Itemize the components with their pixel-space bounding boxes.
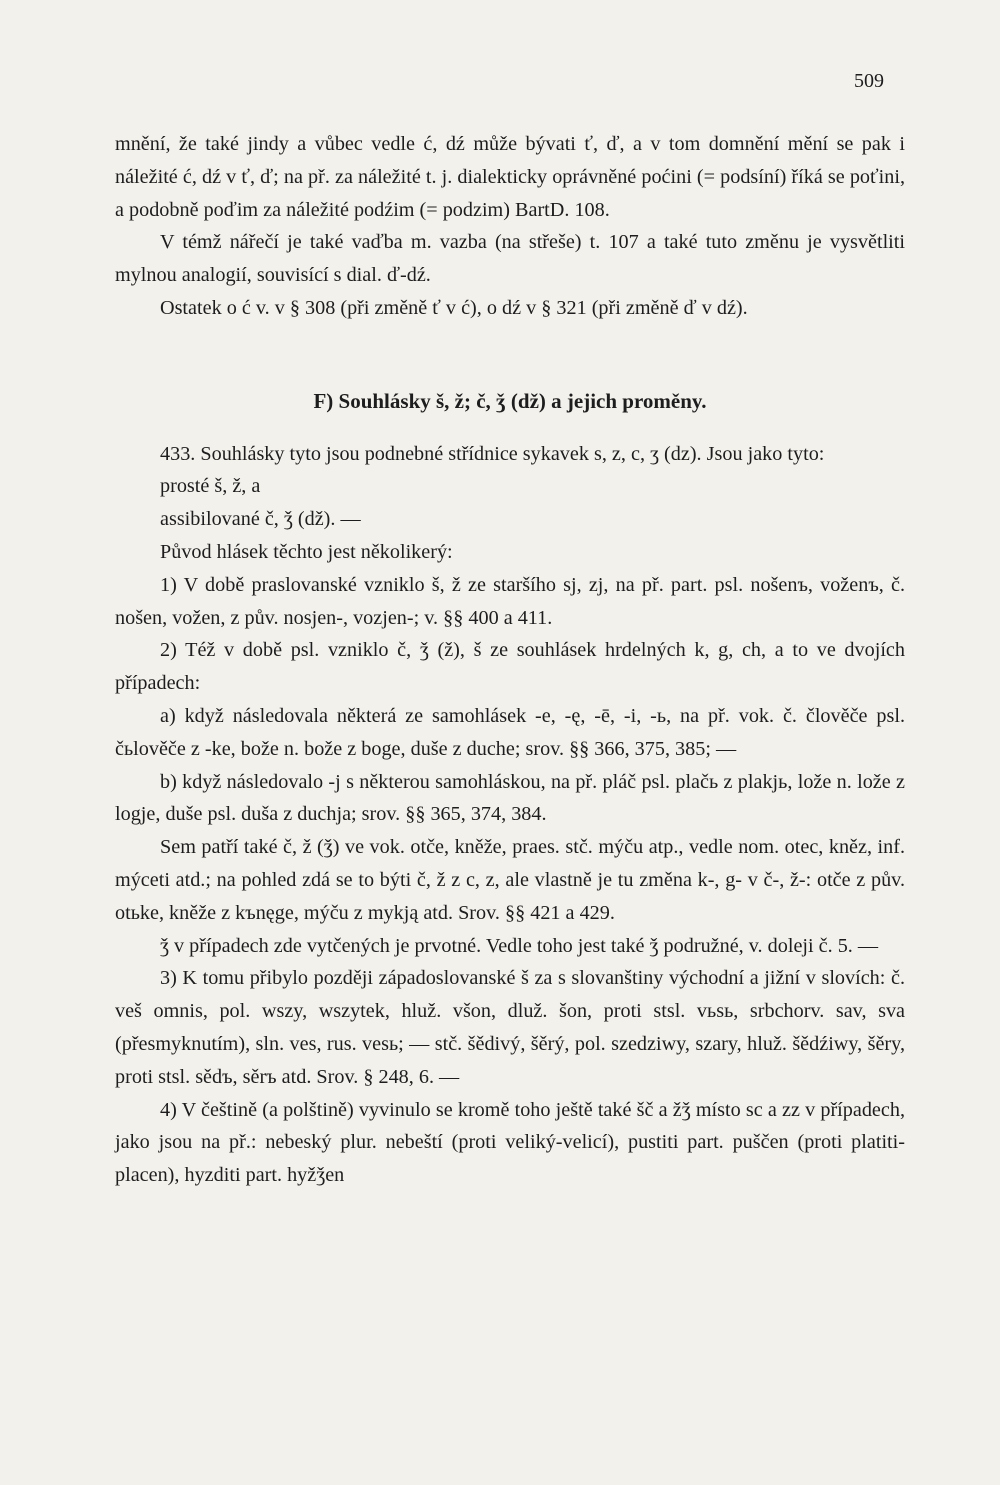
paragraph: Ostatek o ć v. v § 308 (při změně ť v ć), o dź v § 321 (při změně ď v dź). — [160, 296, 748, 319]
page-number: 509 — [854, 70, 884, 92]
paragraph: 433. Souhlásky tyto jsou podnebné střídnice sykavek s, z, c, ʒ (dz). Jsou jako tyto: — [160, 442, 825, 465]
section-heading: F) Souhlásky š, ž; č, ǯ (dž) a jejich proměny. — [313, 388, 707, 413]
paragraph: prosté š, ž, a — [160, 475, 261, 498]
paragraph: mnění, že také jindy a vůbec vedle ć, dź může bývati ť, ď, a v tom domnění mění se pak i náležité ć, dź v ť, ď; na př. za náležité t. j. dialekticky oprávněné poćini (= podsíní) říká se poťini, a podobně poďim za náležité podźim (= podzim) BartD. 108. — [115, 133, 905, 221]
paragraph: 4) V češtině (a polštině) vyvinulo se kromě toho ještě také šč a žǯ místo sc a zz v případech, jako jsou na př.: nebeský plur. nebeští (proti veliký-velicí), pustiti part. puščen (proti platiti-placen), hyzditi part. hyžǯen — [115, 1098, 905, 1187]
paragraph: assibilované č, ǯ (dž). — — [160, 508, 361, 531]
paragraph: a) když následovala některá ze samohlásek -e, -ę, -ē, -i, -ь, na př. vok. č. člověče psl. čьlověče z -ke, bože n. bože z boge, duše z duche; srov. §§ 366, 375, 385; — — [115, 704, 905, 760]
paragraph: b) když následovalo -j s některou samohláskou, na př. pláč psl. plačь z plakjь, lože n. lože z logje, duše psl. duša z duchja; srov. §§ 365, 374, 384. — [115, 770, 905, 826]
paragraph: V témž nářečí je také vaďba m. vazba (na střeše) t. 107 a také tuto změnu je vysvětliti mylnou analogií, souvisící s dial. ď-dź. — [115, 231, 905, 287]
paragraph: 3) K tomu přibylo později západoslovanské š za s slovanštiny východní a jižní v slovích: č. veš omnis, pol. wszy, wszytek, hluž. všon, dluž. šon, proti stsl. vьsь, srbchorv. sav, sva (přesmyknutím), sln. ves, rus. vesь; — stč. šědivý, šěrý, pol. szedziwy, szary, hluž. šědźiwy, šěry, proti stsl. sědъ, sěrъ atd. Srov. § 248, 6. — — [115, 967, 905, 1088]
paragraph: Sem patří také č, ž (ǯ) ve vok. otče, kněže, praes. stč. mýču atp., vedle nom. otec, kněz, inf. mýceti atd.; na pohled zdá se to býti č, ž z c, z, ale vlastně je tu změna k-, g- v č-, ž-: otče z pův. otьke, kněže z kъnęge, mýču z mykją atd. Srov. §§ 421 a 429. — [115, 836, 905, 924]
paragraph: 1) V době praslovanské vzniklo š, ž ze staršího sj, zj, na př. part. psl. nošenъ, voženъ, č. nošen, vožen, z pův. nosjen-, vozjen-; v. §§ 400 a 411. — [115, 573, 905, 629]
body-text — [115, 128, 905, 1192]
paragraph: ǯ v případech zde vytčených je prvotné. Vedle toho jest také ǯ podružné, v. doleji č. 5. — — [160, 934, 879, 957]
paragraph: 2) Též v době psl. vzniklo č, ǯ (ž), š ze souhlásek hrdelných k, g, ch, a to ve dvojích případech: — [115, 639, 905, 695]
paragraph: Původ hlásek těchto jest několikerý: — [160, 540, 453, 563]
